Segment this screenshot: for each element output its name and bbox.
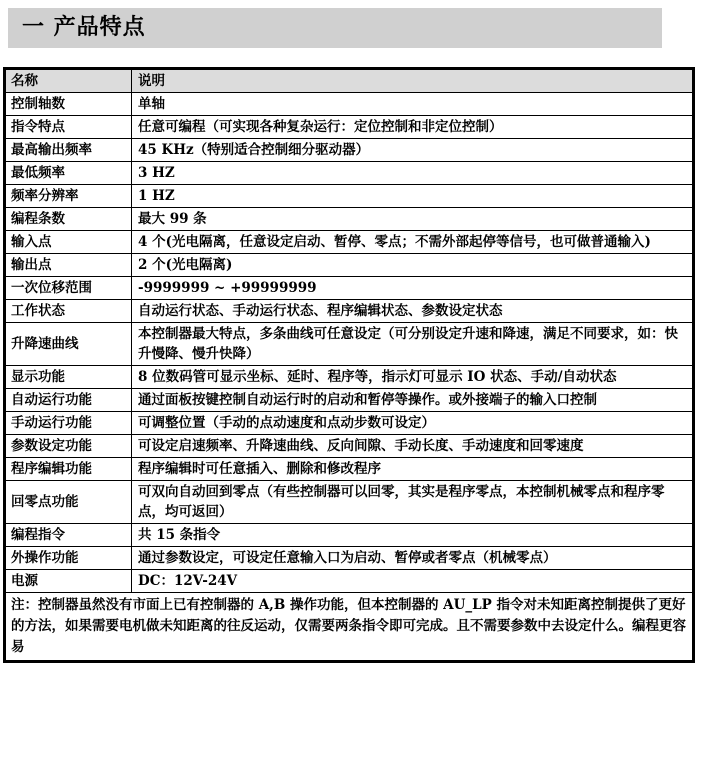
row-desc: 1 HZ [132, 185, 694, 208]
row-desc: 2 个(光电隔离) [132, 254, 694, 277]
row-desc: 自动运行状态、手动运行状态、程序编辑状态、参数设定状态 [132, 300, 694, 323]
table-row [5, 366, 694, 389]
row-name: 频率分辨率 [5, 185, 132, 208]
row-desc: 通过参数设定，可设定任意输入口为启动、暂停或者零点（机械零点） [132, 547, 694, 570]
section-title: 一 产品特点 [22, 15, 146, 40]
table-header-row [5, 69, 694, 93]
table-row [5, 116, 694, 139]
table-row [5, 208, 694, 231]
row-desc: 可调整位置（手动的点动速度和点动步数可设定） [132, 412, 694, 435]
table-row [5, 93, 694, 116]
row-desc: DC：12V-24V [132, 570, 694, 593]
row-desc: 可设定启速频率、升降速曲线、反向间隙、手动长度、手动速度和回零速度 [132, 435, 694, 458]
table-row [5, 389, 694, 412]
table-row [5, 458, 694, 481]
row-desc: 共 15 条指令 [132, 524, 694, 547]
table-row [5, 323, 694, 366]
table-row [5, 547, 694, 570]
table-row [5, 435, 694, 458]
spec-table [3, 67, 695, 663]
table-row [5, 481, 694, 524]
row-name: 最高输出频率 [5, 139, 132, 162]
table-row [5, 254, 694, 277]
row-desc: 8 位数码管可显示坐标、延时、程序等，指示灯可显示 IO 状态、手动/自动状态 [132, 366, 694, 389]
header-name: 名称 [5, 69, 132, 93]
table-row [5, 300, 694, 323]
row-desc: 程序编辑时可任意插入、删除和修改程序 [132, 458, 694, 481]
row-name: 一次位移范围 [5, 277, 132, 300]
table-row [5, 139, 694, 162]
row-name: 程序编辑功能 [5, 458, 132, 481]
row-desc: 任意可编程（可实现各种复杂运行：定位控制和非定位控制） [132, 116, 694, 139]
table-row [5, 277, 694, 300]
table-note: 注：控制器虽然没有市面上已有控制器的 A,B 操作功能，但本控制器的 AU_LP 指令对未知距离控制提供了更好的方法，如果需要电机做未知距离的往反运动，仅需要两条指令即可完成。且不需要参数中去设定什么。编程更容易 [5, 593, 694, 662]
table-note-row [5, 593, 694, 662]
row-desc: 本控制器最大特点，多条曲线可任意设定（可分别设定升速和降速，满足不同要求，如：快升慢降、慢升快降） [132, 323, 694, 366]
row-name: 编程指令 [5, 524, 132, 547]
table-row [5, 185, 694, 208]
row-name: 输出点 [5, 254, 132, 277]
row-desc: 4 个(光电隔离，任意设定启动、暂停、零点；不需外部起停等信号，也可做普通输入) [132, 231, 694, 254]
row-name: 编程条数 [5, 208, 132, 231]
row-name: 控制轴数 [5, 93, 132, 116]
row-desc: -9999999 ~ +99999999 [132, 277, 694, 300]
table-row [5, 231, 694, 254]
table-row [5, 570, 694, 593]
row-name: 指令特点 [5, 116, 132, 139]
section-header [8, 8, 662, 48]
row-name: 自动运行功能 [5, 389, 132, 412]
row-desc: 单轴 [132, 93, 694, 116]
row-name: 工作状态 [5, 300, 132, 323]
row-name: 手动运行功能 [5, 412, 132, 435]
row-name: 参数设定功能 [5, 435, 132, 458]
row-name: 显示功能 [5, 366, 132, 389]
header-desc: 说明 [132, 69, 694, 93]
row-name: 输入点 [5, 231, 132, 254]
table-row [5, 524, 694, 547]
table-row [5, 162, 694, 185]
table-row [5, 412, 694, 435]
row-desc: 最大 99 条 [132, 208, 694, 231]
row-name: 回零点功能 [5, 481, 132, 524]
row-desc: 通过面板按键控制自动运行时的启动和暂停等操作。或外接端子的输入口控制 [132, 389, 694, 412]
row-name: 升降速曲线 [5, 323, 132, 366]
row-desc: 45 KHz（特别适合控制细分驱动器） [132, 139, 694, 162]
row-name: 电源 [5, 570, 132, 593]
row-desc: 可双向自动回到零点（有些控制器可以回零，其实是程序零点，本控制机械零点和程序零点，均可返回） [132, 481, 694, 524]
row-name: 外操作功能 [5, 547, 132, 570]
row-desc: 3 HZ [132, 162, 694, 185]
row-name: 最低频率 [5, 162, 132, 185]
